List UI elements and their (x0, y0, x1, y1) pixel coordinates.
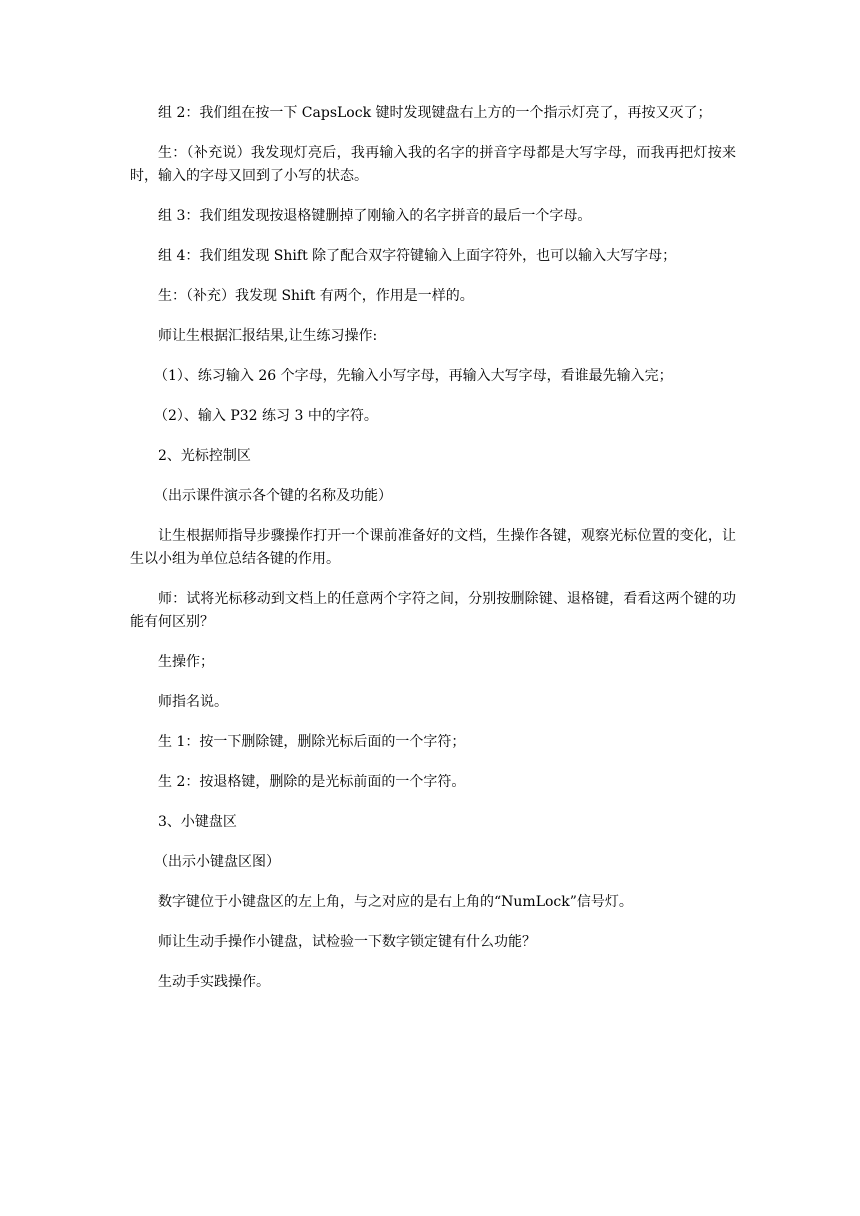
section-heading-numpad: 3、小键盘区 (158, 814, 237, 830)
paragraph-student2-answer: 生 2：按退格键，删除的是光标前面的一个字符。 (158, 774, 466, 790)
paragraph-teacher-question-delete: 师：试将光标移动到文档上的任意两个字符之间，分别按删除键、退格键，看看这两个键的功能有何区别？ (130, 591, 736, 630)
paragraph-student1-answer: 生 1：按一下删除键，删除光标后面的一个字符； (158, 734, 466, 750)
paragraph-student-supplement-capslock: 生：（补充说）我发现灯亮后，我再输入我的名字的拼音字母都是大写字母，而我再把灯按来时，输入的字母又回到了小写的状态。 (130, 145, 736, 184)
paragraph-exercise-1: （1）、练习输入 26 个字母，先输入小写字母，再输入大写字母，看谁最先输入完； (154, 368, 673, 384)
paragraph-student-practice: 生动手实践操作。 (158, 974, 270, 990)
paragraph-numlock-description: 数字键位于小键盘区的左上角，与之对应的是右上角的“NumLock”信号灯。 (158, 894, 633, 910)
paragraph-show-numpad: （出示小键盘区图） (154, 854, 280, 870)
section-heading-cursor-control: 2、光标控制区 (158, 448, 251, 464)
paragraph-teacher-numpad-task: 师让生动手操作小键盘，试检验一下数字锁定键有什么功能？ (158, 934, 536, 950)
paragraph-student-operate-document: 让生根据师指导步骤操作打开一个课前准备好的文档，生操作各键，观察光标位置的变化，让生以小组为单位总结各键的作用。 (130, 528, 736, 567)
paragraph-teacher-practice: 师让生根据汇报结果,让生练习操作: (158, 328, 378, 344)
paragraph-show-courseware: （出示课件演示各个键的名称及功能） (154, 488, 392, 504)
paragraph-group3-backspace: 组 3：我们组发现按退格键删掉了刚输入的名字拼音的最后一个字母。 (158, 208, 592, 224)
paragraph-exercise-2: （2）、输入 P32 练习 3 中的字符。 (154, 408, 378, 424)
document-body (130, 102, 736, 1011)
paragraph-student-operate: 生操作； (158, 654, 214, 670)
paragraph-teacher-calls: 师指名说。 (158, 694, 228, 710)
paragraph-group4-shift: 组 4：我们组发现 Shift 除了配合双字符键输入上面字符外，也可以输入大写字母； (158, 248, 677, 264)
paragraph-student-supplement-shift: 生：（补充）我发现 Shift 有两个，作用是一样的。 (158, 288, 474, 304)
paragraph-group2-capslock: 组 2：我们组在按一下 CapsLock 键时发现键盘右上方的一个指示灯亮了，再按又灭了； (158, 105, 712, 121)
